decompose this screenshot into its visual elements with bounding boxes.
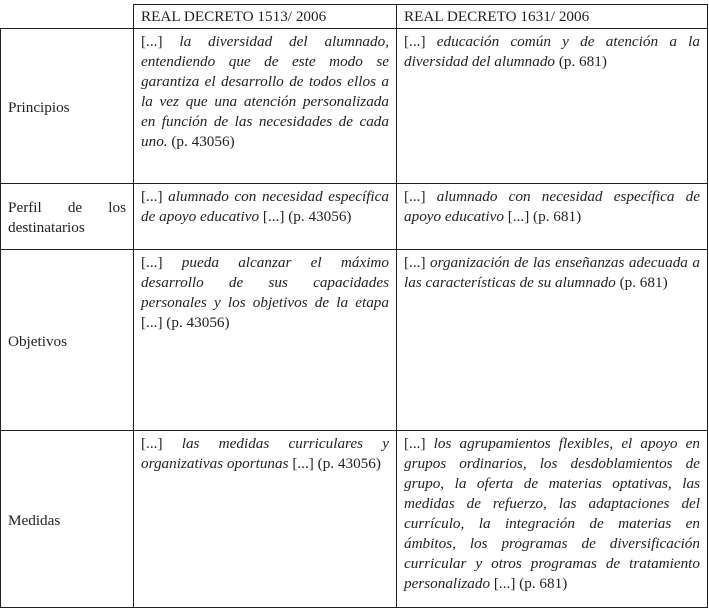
quote-citation: [...] (p. 681) xyxy=(503,208,582,225)
quote-text: educación común y de atención a la diversidad del alumnado xyxy=(404,33,700,70)
table-row-perfil xyxy=(1,184,708,250)
row-label: Objetivos xyxy=(1,250,134,431)
cell-rd1513 xyxy=(134,184,397,250)
quote-prefix: [...] xyxy=(141,254,182,271)
header-blank-cell xyxy=(1,5,134,29)
cell-rd1513 xyxy=(134,29,397,184)
header-rd1513: REAL DECRETO 1513/ 2006 xyxy=(134,5,397,29)
quote-prefix: [...] xyxy=(141,188,169,205)
quote-citation: (p. 681) xyxy=(555,53,607,70)
quote-citation: [...] (p. 43056) xyxy=(288,455,381,472)
cell-rd1631 xyxy=(397,431,708,608)
row-label: Principios xyxy=(1,29,134,184)
row-label: Perfil de los destinatarios xyxy=(1,184,134,250)
cell-rd1631 xyxy=(397,250,708,431)
quote-text: alumnado con necesidad específica de apoyo educativo xyxy=(404,188,700,225)
quote-prefix: [...] xyxy=(141,435,182,452)
header-row xyxy=(1,5,708,29)
table-row-medidas xyxy=(1,431,708,608)
cell-rd1631 xyxy=(397,184,708,250)
row-label: Medidas xyxy=(1,431,134,608)
table-row-principios xyxy=(1,29,708,184)
quote-citation: [...] (p. 43056) xyxy=(259,208,352,225)
quote-citation: [...] (p. 43056) xyxy=(141,314,230,331)
quote-text: alumnado con necesidad específica de apoyo educativo xyxy=(141,188,389,225)
quote-text: la diversidad del alumnado, entendiendo que de este modo se garantiza el desarrollo de todos ellos a la vez que una atención personalizada en función de las necesidades de cada uno. xyxy=(141,33,389,150)
quote-text: las medidas curriculares y organizativas oportunas xyxy=(141,435,389,472)
cell-rd1513 xyxy=(134,431,397,608)
comparison-table xyxy=(0,4,708,608)
quote-prefix: [...] xyxy=(404,254,431,271)
quote-prefix: [...] xyxy=(404,435,434,452)
quote-prefix: [...] xyxy=(141,33,180,50)
header-rd1631: REAL DECRETO 1631/ 2006 xyxy=(397,5,708,29)
quote-citation: (p. 681) xyxy=(615,274,668,291)
cell-rd1513 xyxy=(134,250,397,431)
quote-citation: [...] (p. 681) xyxy=(490,575,568,592)
quote-text: pueda alcanzar el máximo desarrollo de sus capacidades personales y los objetivos de la etapa xyxy=(141,254,389,311)
quote-text: los agrupamientos flexibles, el apoyo en grupos ordinarios, los desdoblamientos de grupo, la oferta de materias optativas, las medidas de refuerzo, las adaptaciones del currículo, la integración de materias en ámbitos, los programas de diversificación curricular y otros programas de tratamiento personalizado xyxy=(404,435,700,592)
quote-text: organización de las enseñanzas adecuada a las características de su alumnado xyxy=(404,254,700,291)
quote-prefix: [...] xyxy=(404,188,437,205)
quote-prefix: [...] xyxy=(404,33,437,50)
quote-citation: (p. 43056) xyxy=(167,133,235,150)
cell-rd1631 xyxy=(397,29,708,184)
table-row-objetivos xyxy=(1,250,708,431)
